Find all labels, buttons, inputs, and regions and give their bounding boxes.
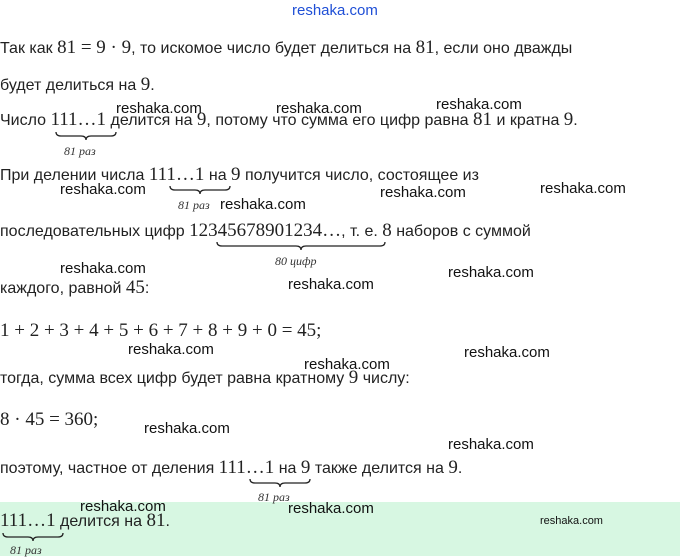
watermark: reshaka.com xyxy=(144,420,230,437)
watermark: reshaka.com xyxy=(304,356,390,373)
math: 9 xyxy=(140,74,151,95)
watermark: reshaka.com xyxy=(116,100,202,117)
math: 9 xyxy=(448,457,458,478)
watermark: reshaka.com xyxy=(380,184,466,201)
text: При делении числа xyxy=(0,167,149,184)
watermark: reshaka.com xyxy=(60,181,146,198)
text: будет делиться на xyxy=(0,77,141,94)
text: Число xyxy=(0,112,51,129)
underbrace-label: 81 раз xyxy=(64,144,96,158)
line-5 xyxy=(0,221,531,242)
line-7 xyxy=(0,321,321,342)
text: тогда, сумма всех цифр будет равна кратному xyxy=(0,370,349,387)
text: получится число, состоящее из xyxy=(240,167,479,184)
text: на xyxy=(204,167,232,184)
text: и кратна xyxy=(492,112,564,129)
math: 9 xyxy=(231,164,241,185)
text: : xyxy=(144,280,150,297)
underbrace xyxy=(2,532,64,542)
watermark: reshaka.com xyxy=(288,276,374,293)
text: каждого, равной xyxy=(0,280,126,297)
text: , т. е. xyxy=(341,223,383,240)
underbrace-label: 81 раз xyxy=(178,198,210,212)
watermark: reshaka.com xyxy=(448,264,534,281)
math: 12345678901234… xyxy=(189,220,342,241)
math: 111…1 xyxy=(50,109,107,130)
math: 9 xyxy=(563,109,574,130)
underbrace xyxy=(169,185,231,195)
text: , если оно дважды xyxy=(434,40,573,57)
math: 45 xyxy=(125,277,145,298)
math: 9 xyxy=(196,109,207,130)
math: 81 xyxy=(415,37,435,58)
watermark: reshaka.com xyxy=(60,260,146,277)
watermark: reshaka.com xyxy=(288,500,374,517)
math: 111…1 xyxy=(0,510,56,531)
line-6 xyxy=(0,278,149,299)
watermark: reshaka.com xyxy=(448,436,534,453)
math: 9 xyxy=(300,457,311,478)
watermark: reshaka.com xyxy=(128,341,214,358)
line-10 xyxy=(0,458,462,479)
text: . xyxy=(573,112,578,129)
underbrace-label: 81 раз xyxy=(10,543,42,557)
math: 8 xyxy=(382,220,392,241)
math: 1 + 2 + 3 + 4 + 5 + 6 + 7 + 8 + 9 + 0 = 45; xyxy=(0,320,322,341)
text: делится на xyxy=(106,112,197,129)
underbrace-label: 81 раз xyxy=(258,490,290,504)
math: 81 = 9 · 9 xyxy=(57,37,132,58)
text: также делится на xyxy=(310,460,449,477)
underbrace xyxy=(216,241,386,251)
math: 9 xyxy=(348,367,359,388)
text: , то искомое число будет делиться на xyxy=(131,40,416,57)
site-header-link[interactable]: reshaka.com xyxy=(292,2,378,19)
text: последовательных цифр xyxy=(0,223,190,240)
watermark: reshaka.com xyxy=(540,180,626,197)
underbrace xyxy=(55,131,117,141)
text: . xyxy=(150,77,155,94)
watermark: reshaka.com xyxy=(220,196,306,213)
underbrace xyxy=(249,478,311,488)
text: делится на xyxy=(55,513,147,530)
line-9 xyxy=(0,410,98,431)
text: , потому что сумма его цифр равна xyxy=(206,112,473,129)
math: 111…1 xyxy=(148,164,205,185)
watermark: reshaka.com xyxy=(80,498,166,515)
math: 81 xyxy=(146,510,166,531)
underbrace-label: 80 цифр xyxy=(275,254,317,268)
math: 81 xyxy=(473,109,492,130)
text: наборов с суммой xyxy=(391,223,531,240)
math: 8 · 45 = 360; xyxy=(0,409,99,430)
text: поэтому, частное от деления xyxy=(0,460,219,477)
watermark: reshaka.com xyxy=(436,96,522,113)
text: числу: xyxy=(358,370,410,387)
math: 111…1 xyxy=(218,457,275,478)
text: . xyxy=(457,460,463,477)
text: . xyxy=(165,513,170,530)
watermark: reshaka.com xyxy=(276,100,362,117)
watermark: reshaka.com xyxy=(464,344,550,361)
watermark: reshaka.com xyxy=(540,515,603,527)
text: на xyxy=(274,460,301,477)
line-2 xyxy=(0,75,155,96)
line-1 xyxy=(0,38,572,59)
text: Так как xyxy=(0,40,58,57)
